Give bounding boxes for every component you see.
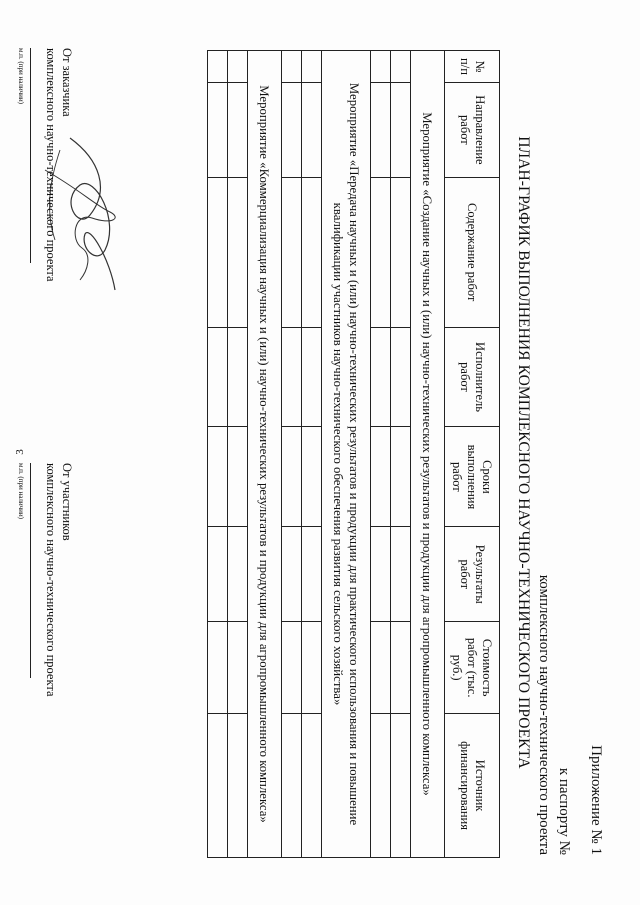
table-cell [228, 527, 248, 622]
header-results: Результаты работ [445, 527, 500, 622]
table-cell [371, 327, 391, 427]
table-cell [282, 622, 302, 714]
table-cell [302, 714, 322, 858]
table-cell [302, 82, 322, 177]
table-cell [282, 177, 302, 327]
table-cell [371, 527, 391, 622]
participants-signature-line [30, 463, 43, 678]
appendix-project-line: комплексного научно-технического проекта [536, 574, 552, 855]
table-row [302, 51, 322, 858]
event-row [411, 51, 445, 858]
table-cell [228, 714, 248, 858]
table-cell [208, 51, 228, 83]
table-cell [208, 327, 228, 427]
table-cell [208, 177, 228, 327]
event-creation: Мероприятие «Создание научных и (или) научно-технических результатов и продукции для агропромышленного комплекса» [411, 51, 445, 858]
table-cell [391, 177, 411, 327]
table-cell [228, 82, 248, 177]
header-cost: Стоимость работ (тыс. руб.) [445, 622, 500, 714]
event-commercialization: Мероприятие «Коммерциализация научных и (или) научно-технических результатов и продукции для агропромышленного комплекса» [248, 51, 282, 858]
header-content: Содержание работ [445, 177, 500, 327]
table-cell [228, 327, 248, 427]
table-cell [302, 527, 322, 622]
customer-stamp-note: м.п. (при наличии) [17, 48, 25, 104]
table-header-row [445, 51, 500, 858]
table-cell [228, 427, 248, 527]
participants-signature-block [13, 463, 75, 697]
table-cell [391, 427, 411, 527]
customer-project-label: комплексного научно-технического проекта [44, 48, 58, 282]
table-cell [282, 327, 302, 427]
header-number: № п/п [445, 51, 500, 83]
header-direction: Направление работ [445, 82, 500, 177]
table-cell [282, 714, 302, 858]
appendix-block [534, 575, 606, 855]
header-deadlines: Сроки выполнения работ [445, 427, 500, 527]
table-row [391, 51, 411, 858]
participants-label: От участников [60, 463, 74, 541]
table-cell [302, 622, 322, 714]
table-cell [208, 427, 228, 527]
table-cell [228, 177, 248, 327]
table-cell [228, 51, 248, 83]
event-row [248, 51, 282, 858]
header-funding-source: Источник финансирования [445, 714, 500, 858]
table-cell [302, 327, 322, 427]
schedule-table [207, 50, 500, 858]
customer-label: От заказчика [60, 48, 74, 117]
table-cell [302, 427, 322, 527]
table-cell [282, 51, 302, 83]
participants-project-label: комплексного научно-технического проекта [44, 463, 58, 697]
table-row [208, 51, 228, 858]
table-cell [302, 51, 322, 83]
page-title: ПЛАН-ГРАФИК ВЫПОЛНЕНИЯ КОМПЛЕКСНОГО НАУЧНО-ТЕХНИЧЕСКОГО ПРОЕКТА [515, 136, 532, 769]
customer-signature-line [30, 48, 43, 263]
table-cell [391, 82, 411, 177]
table-cell [208, 622, 228, 714]
page-number: 3 [14, 449, 26, 455]
table-cell [391, 714, 411, 858]
appendix-passport-line: к паспорту № [556, 767, 572, 855]
table-cell [371, 51, 391, 83]
table-cell [208, 82, 228, 177]
event-row [322, 51, 371, 858]
table-cell [282, 82, 302, 177]
table-cell [391, 327, 411, 427]
table-cell [371, 177, 391, 327]
participants-stamp-note: м.п. (при наличии) [17, 463, 25, 519]
table-cell [302, 177, 322, 327]
table-cell [282, 427, 302, 527]
table-cell [371, 82, 391, 177]
event-transfer: Мероприятие «Передача научных и (или) научно-технических результатов и продукции для практического использования и повышение квалификации участников научно-технического обеспечения развития сельского хозяйства» [322, 51, 371, 858]
table-row [228, 51, 248, 858]
table-cell [391, 51, 411, 83]
table-cell [208, 714, 228, 858]
table-cell [228, 622, 248, 714]
appendix-label: Приложение № 1 [588, 745, 604, 855]
header-executor: Исполнитель работ [445, 327, 500, 427]
customer-signature-block [13, 48, 75, 282]
table-cell [208, 527, 228, 622]
table-cell [282, 527, 302, 622]
table-cell [391, 527, 411, 622]
table-cell [371, 427, 391, 527]
table-cell [371, 714, 391, 858]
table-row [282, 51, 302, 858]
table-cell [371, 622, 391, 714]
table-row [371, 51, 391, 858]
table-cell [391, 622, 411, 714]
